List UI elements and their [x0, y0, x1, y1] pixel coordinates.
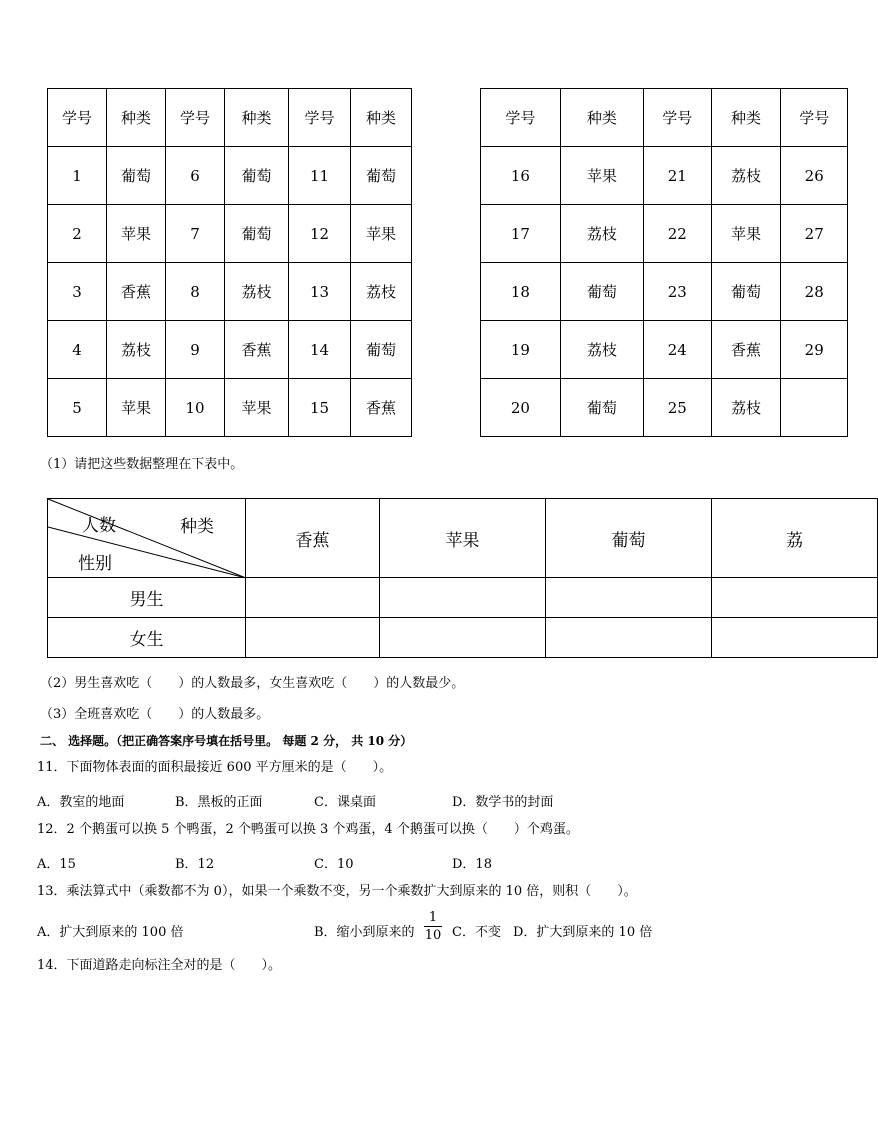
table-cell: 1 [48, 147, 107, 205]
table-row [48, 321, 412, 379]
table-cell [781, 379, 848, 437]
table-cell: 苹果 [107, 379, 166, 437]
table-cell: 12 [289, 205, 351, 263]
table-row [481, 379, 848, 437]
header-cell: 种类 [560, 89, 643, 147]
table-cell: 荔枝 [711, 379, 781, 437]
table-cell: 8 [166, 263, 225, 321]
corner-label-gender: 性别 [78, 554, 112, 574]
tally-table [47, 498, 878, 658]
table-cell: 21 [643, 147, 711, 205]
column-header: 香蕉 [246, 499, 380, 578]
table-cell: 苹果 [711, 205, 781, 263]
header-cell: 学号 [289, 89, 351, 147]
table-cell: 葡萄 [711, 263, 781, 321]
header-cell: 种类 [351, 89, 412, 147]
q12-option-b[interactable]: B．12 [175, 857, 215, 872]
column-header: 苹果 [380, 499, 546, 578]
table-cell: 11 [289, 147, 351, 205]
table-cell: 24 [643, 321, 711, 379]
table-cell: 22 [643, 205, 711, 263]
tally-row [48, 618, 878, 658]
column-header: 荔 [712, 499, 878, 578]
answer-cell[interactable] [712, 578, 878, 618]
answer-cell[interactable] [546, 578, 712, 618]
answer-cell[interactable] [380, 618, 546, 658]
q14-text: 14．下面道路走向标注全对的是（ ）。 [37, 958, 282, 973]
table-cell: 香蕉 [711, 321, 781, 379]
table-cell: 荔枝 [107, 321, 166, 379]
header-cell: 学号 [48, 89, 107, 147]
row-label: 女生 [48, 618, 246, 658]
table-cell: 17 [481, 205, 561, 263]
table-cell: 荔枝 [560, 321, 643, 379]
table-cell: 28 [781, 263, 848, 321]
table-cell: 26 [781, 147, 848, 205]
q2-text: （2）男生喜欢吃（ ）的人数最多，女生喜欢吃（ ）的人数最少。 [40, 676, 465, 691]
q13-option-d[interactable]: D．扩大到原来的 10 倍 [513, 925, 653, 940]
table-cell: 葡萄 [351, 321, 412, 379]
fraction-numerator: 1 [428, 910, 438, 925]
table-cell: 27 [781, 205, 848, 263]
q1-instruction: （1）请把这些数据整理在下表中。 [40, 457, 244, 472]
table-cell: 7 [166, 205, 225, 263]
q13-option-b[interactable]: B．缩小到原来的 [314, 925, 415, 940]
table-cell: 葡萄 [107, 147, 166, 205]
table-cell: 香蕉 [225, 321, 289, 379]
corner-label-count: 人数 [82, 516, 116, 536]
table-cell: 19 [481, 321, 561, 379]
table-row [481, 147, 848, 205]
survey-table-2 [480, 88, 848, 437]
table-cell: 3 [48, 263, 107, 321]
table-cell: 荔枝 [711, 147, 781, 205]
q13-option-b-fraction [424, 910, 442, 943]
answer-cell[interactable] [380, 578, 546, 618]
table-cell: 23 [643, 263, 711, 321]
table-cell: 15 [289, 379, 351, 437]
q11-option-b[interactable]: B．黑板的正面 [175, 795, 263, 810]
table-cell: 苹果 [107, 205, 166, 263]
column-header: 葡萄 [546, 499, 712, 578]
q13-text: 13．乘法算式中（乘数都不为 0），如果一个乘数不变，另一个乘数扩大到原来的 10 倍，则积（ ）。 [37, 884, 637, 899]
q11-text: 11．下面物体表面的面积最接近 600 平方厘米的是（ ）。 [37, 760, 393, 775]
q13-option-c[interactable]: C．不变 [452, 925, 501, 940]
answer-cell[interactable] [546, 618, 712, 658]
table-cell: 荔枝 [560, 205, 643, 263]
tally-row [48, 578, 878, 618]
table-row [48, 147, 412, 205]
header-cell: 学号 [166, 89, 225, 147]
table-header-row [481, 89, 848, 147]
tally-header-row [48, 499, 878, 578]
answer-cell[interactable] [712, 618, 878, 658]
tally-table-clip [47, 498, 803, 660]
q13-option-a[interactable]: A．扩大到原来的 100 倍 [37, 925, 184, 940]
table-cell: 25 [643, 379, 711, 437]
q12-option-a[interactable]: A．15 [37, 857, 76, 872]
table-cell: 苹果 [560, 147, 643, 205]
q13-options [0, 908, 794, 950]
header-cell: 种类 [711, 89, 781, 147]
q11-option-a[interactable]: A．教室的地面 [37, 795, 125, 810]
table-cell: 荔枝 [351, 263, 412, 321]
table-row [48, 379, 412, 437]
table-cell: 16 [481, 147, 561, 205]
table-cell: 荔枝 [225, 263, 289, 321]
table-row [481, 321, 848, 379]
header-cell: 学号 [643, 89, 711, 147]
q11-option-c[interactable]: C．课桌面 [314, 795, 376, 810]
corner-label-kind: 种类 [180, 517, 214, 537]
header-cell: 种类 [225, 89, 289, 147]
q12-option-c[interactable]: C．10 [314, 857, 354, 872]
answer-cell[interactable] [246, 578, 380, 618]
survey-table-1 [47, 88, 412, 437]
q11-options [0, 791, 794, 809]
section2-title: 二、 选择题。（把正确答案序号填在括号里。 每题 2 分， 共 10 分） [40, 734, 413, 748]
table-cell: 香蕉 [351, 379, 412, 437]
answer-cell[interactable] [246, 618, 380, 658]
table-cell: 6 [166, 147, 225, 205]
table-cell: 香蕉 [107, 263, 166, 321]
table-row [481, 205, 848, 263]
table-cell: 葡萄 [351, 147, 412, 205]
table-cell: 4 [48, 321, 107, 379]
table-cell: 葡萄 [560, 263, 643, 321]
table-cell: 20 [481, 379, 561, 437]
table-cell: 葡萄 [225, 147, 289, 205]
table-row [48, 263, 412, 321]
table-cell: 苹果 [351, 205, 412, 263]
q11-option-d[interactable]: D．数学书的封面 [452, 795, 554, 810]
q12-option-d[interactable]: D．18 [452, 857, 492, 872]
fraction-denominator: 10 [424, 928, 442, 943]
fraction-bar [424, 926, 442, 927]
table-cell: 14 [289, 321, 351, 379]
row-label: 男生 [48, 578, 246, 618]
table-cell: 29 [781, 321, 848, 379]
table-cell: 18 [481, 263, 561, 321]
table-cell: 5 [48, 379, 107, 437]
header-cell: 学号 [781, 89, 848, 147]
table-cell: 苹果 [225, 379, 289, 437]
table-cell: 10 [166, 379, 225, 437]
table-cell: 13 [289, 263, 351, 321]
q12-text: 12．2 个鹅蛋可以换 5 个鸭蛋，2 个鸭蛋可以换 3 个鸡蛋，4 个鹅蛋可以换（ ）个鸡蛋。 [37, 822, 579, 837]
diagonal-header-cell [48, 499, 246, 578]
table-cell: 2 [48, 205, 107, 263]
q3-text: （3）全班喜欢吃（ ）的人数最多。 [40, 707, 270, 722]
table-cell: 葡萄 [225, 205, 289, 263]
table-row [481, 263, 848, 321]
table-header-row [48, 89, 412, 147]
q12-options [0, 853, 794, 871]
table-row [48, 205, 412, 263]
table-cell: 葡萄 [560, 379, 643, 437]
header-cell: 学号 [481, 89, 561, 147]
table-cell: 9 [166, 321, 225, 379]
survey-table-2-clip [480, 88, 830, 438]
header-cell: 种类 [107, 89, 166, 147]
